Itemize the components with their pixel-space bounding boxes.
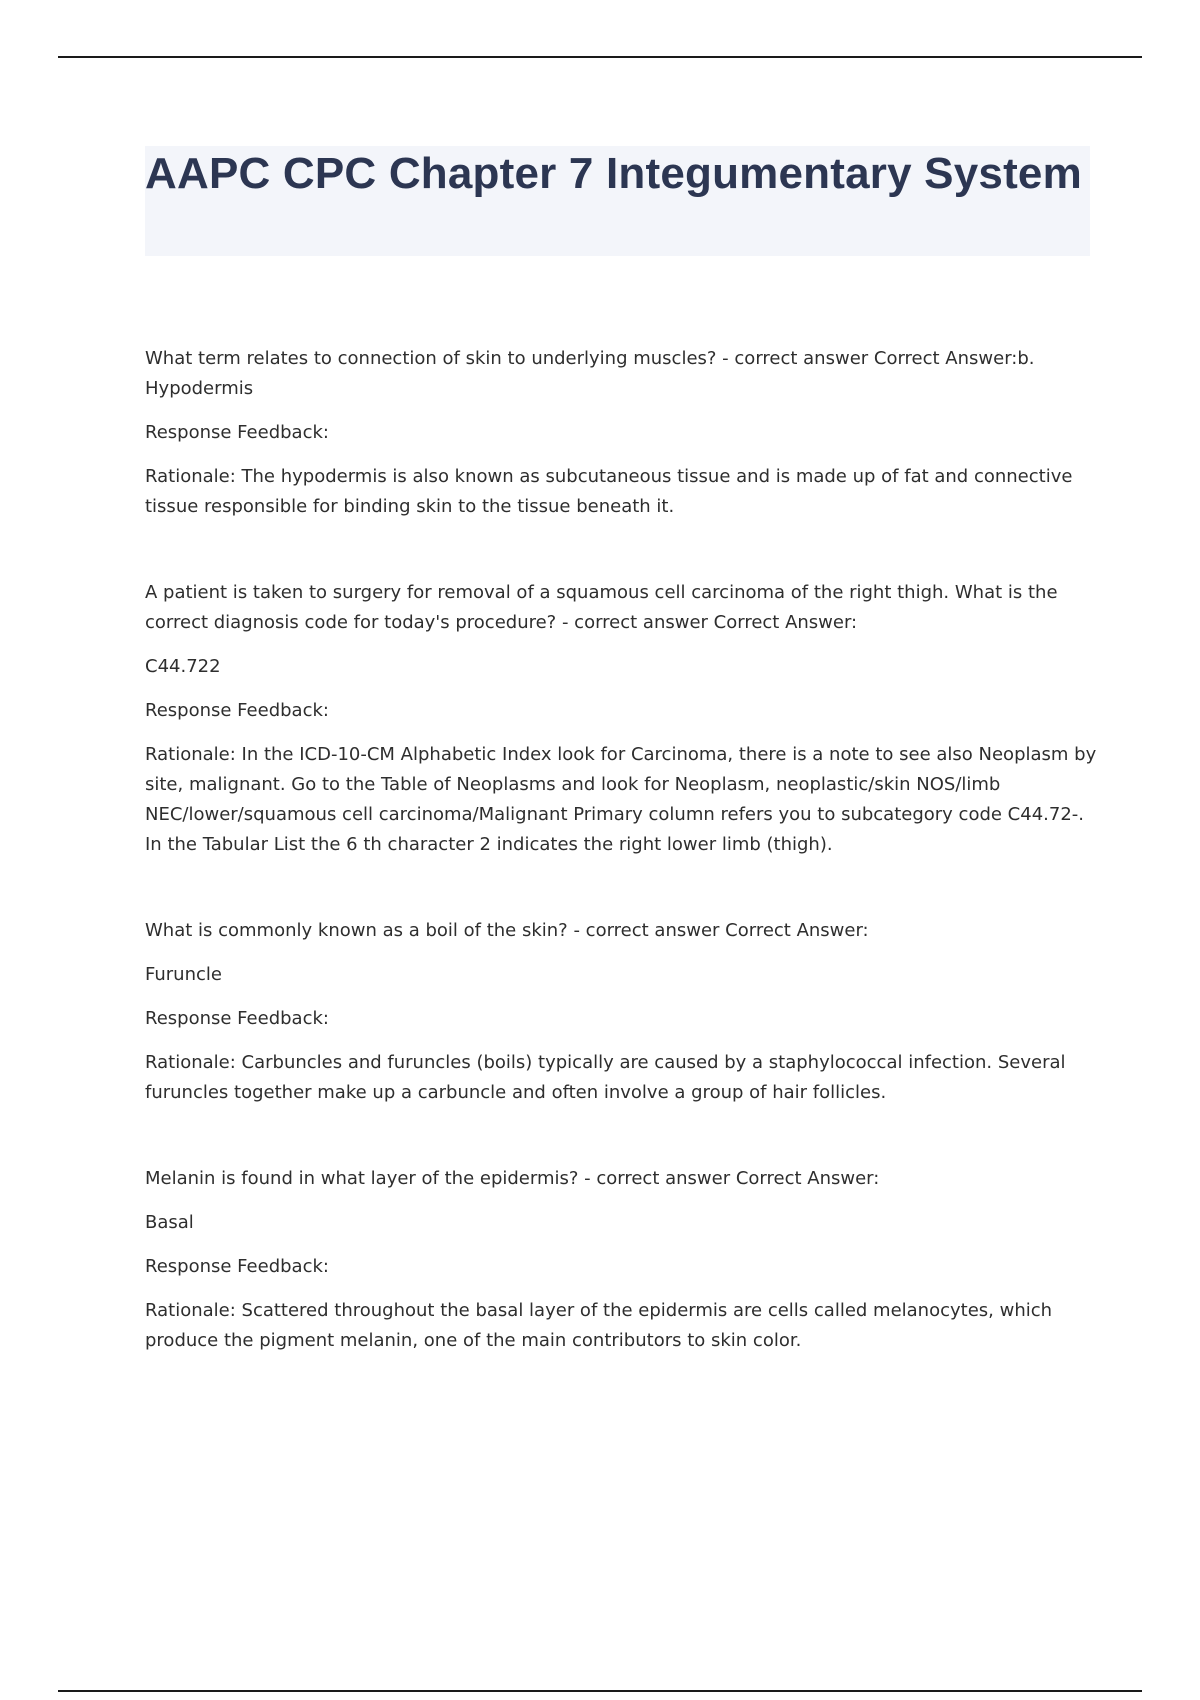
rationale: Rationale: In the ICD-10-CM Alphabetic Index look for Carcinoma, there is a note to see also Neoplasm by site, malignant. Go to the Table of Neoplasms and look for Neoplasm, neoplastic/skin NOS/limb NEC/lower/squamous cell carcinoma/Malignant Primary column refers you to subcategory code C44.72-. In the Tabular List the 6 th character 2 indicates the right lower limb (thigh). <box>145 744 1097 855</box>
qa-item-2 <box>145 578 1100 860</box>
question: Melanin is found in what layer of the epidermis? - correct answer Correct Answer: <box>145 1168 880 1189</box>
page-title: AAPC CPC Chapter 7 Integumentary System <box>145 149 1082 198</box>
question: What is commonly known as a boil of the skin? - correct answer Correct Answer: <box>145 920 869 941</box>
bottom-rule <box>58 1690 1142 1692</box>
answer: C44.722 <box>145 656 221 677</box>
top-rule <box>58 56 1142 58</box>
title-banner <box>145 146 1090 256</box>
qa-item-1 <box>145 344 1100 522</box>
feedback-label: Response Feedback: <box>145 700 329 721</box>
rationale: Rationale: The hypodermis is also known as subcutaneous tissue and is made up of fat and connective tissue responsible for binding skin to the tissue beneath it. <box>145 466 1073 517</box>
question: What term relates to connection of skin to underlying muscles? - correct answer Correct Answer:b. Hypodermis <box>145 348 1035 399</box>
feedback-label: Response Feedback: <box>145 1008 329 1029</box>
qa-item-3 <box>145 916 1100 1108</box>
question: A patient is taken to surgery for removal of a squamous cell carcinoma of the right thigh. What is the correct diagnosis code for today's procedure? - correct answer Correct Answer: <box>145 582 1058 633</box>
rationale: Rationale: Carbuncles and furuncles (boils) typically are caused by a staphylococcal infection. Several furuncles together make up a carbuncle and often involve a group of hair follicles. <box>145 1052 1066 1103</box>
rationale: Rationale: Scattered throughout the basal layer of the epidermis are cells called melanocytes, which produce the pigment melanin, one of the main contributors to skin color. <box>145 1300 1053 1351</box>
answer: Basal <box>145 1212 194 1233</box>
answer: Furuncle <box>145 964 222 985</box>
feedback-label: Response Feedback: <box>145 1256 329 1277</box>
qa-list <box>145 344 1100 1412</box>
qa-item-4 <box>145 1164 1100 1356</box>
feedback-label: Response Feedback: <box>145 422 329 443</box>
